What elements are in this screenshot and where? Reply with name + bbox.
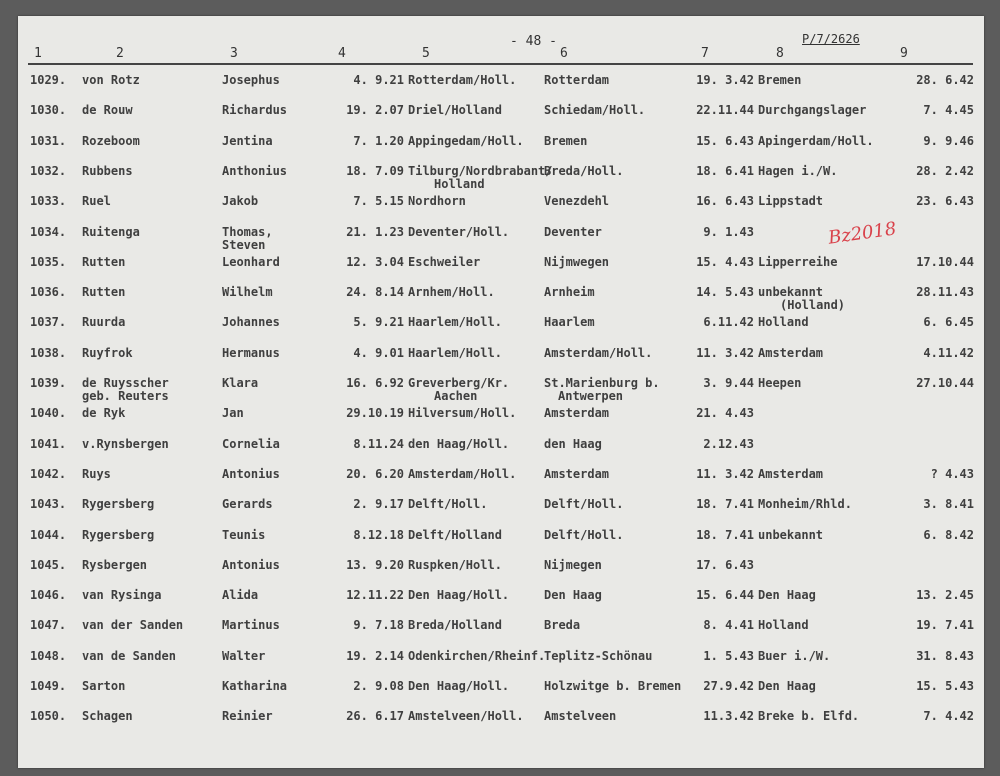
- table-row: [18, 165, 984, 195]
- departed-to: Bremen: [758, 73, 802, 87]
- given-name: Leonhard: [222, 254, 280, 269]
- column-number: 7: [701, 46, 709, 61]
- birth-date: 7. 1.20: [353, 133, 404, 148]
- surname: Rutten: [82, 285, 126, 300]
- surname: Ruitenga: [82, 224, 140, 239]
- arrived-from: Nijmwegen: [544, 254, 610, 269]
- surname: Rozeboom: [82, 133, 140, 148]
- birth-date: 5. 9.21: [353, 315, 404, 330]
- birth-date: 21. 1.23: [346, 224, 404, 239]
- departure-date: 13. 2.45: [916, 588, 974, 603]
- given-name: Antonius: [222, 466, 280, 481]
- entry-number: 1045.: [30, 557, 67, 572]
- given-name: Katharina: [222, 679, 288, 693]
- arrived-from: Amstelveen: [544, 709, 617, 724]
- column-number: 8: [776, 46, 784, 61]
- entry-number: 1048.: [30, 648, 67, 663]
- birth-place: Amsterdam/Holl.: [408, 466, 517, 481]
- arrival-date: 18. 7.41: [696, 497, 754, 512]
- birth-date: 18. 7.09: [346, 163, 404, 178]
- departed-to: unbekannt: [758, 527, 824, 542]
- surname: van de Sanden: [82, 648, 176, 663]
- given-name: Cornelia: [222, 436, 280, 451]
- arrival-date: 2.12.43: [703, 436, 754, 451]
- birth-date: 19. 2.07: [346, 103, 404, 118]
- birth-place: Den Haag/Holl.: [408, 679, 510, 693]
- birth-date: 8.12.18: [353, 527, 404, 542]
- birth-date: 2. 9.17: [353, 497, 404, 512]
- departed-to: Lippstadt: [758, 194, 824, 209]
- birth-date: 24. 8.14: [346, 285, 404, 300]
- arrival-date: 11. 3.42: [696, 466, 754, 481]
- entry-number: 1033.: [30, 194, 67, 209]
- departed-to: Buer i./W.: [758, 648, 831, 663]
- table-row: [18, 347, 984, 377]
- arrival-date: 14. 5.43: [696, 285, 754, 300]
- birth-place: Arnhem/Holl.: [408, 285, 495, 300]
- birth-place: Amstelveen/Holl.: [408, 709, 524, 724]
- arrived-from: Breda: [544, 618, 581, 633]
- surname: Rutten: [82, 254, 126, 269]
- table-row: [18, 226, 984, 256]
- birth-date: 26. 6.17: [346, 709, 404, 724]
- entry-number: 1038.: [30, 345, 67, 360]
- table-row: [18, 650, 984, 680]
- document-page: [18, 16, 984, 768]
- given-name: Walter: [222, 648, 266, 663]
- table-row: [18, 619, 984, 649]
- arrived-from: Arnheim: [544, 285, 595, 300]
- birth-date: 8.11.24: [353, 436, 404, 451]
- arrival-date: 15. 4.43: [696, 254, 754, 269]
- departed-to: Heepen: [758, 376, 802, 390]
- departure-date: 19. 7.41: [916, 618, 974, 633]
- birth-place: Odenkirchen/Rheinf.: [408, 648, 546, 663]
- column-number: 2: [116, 46, 124, 61]
- surname: v.Rynsbergen: [82, 436, 169, 451]
- entry-number: 1034.: [30, 224, 67, 239]
- arrival-date: 27.9.42: [703, 679, 754, 693]
- arrival-date: 16. 6.43: [696, 194, 754, 209]
- birth-place: Haarlem/Holl.: [408, 345, 502, 360]
- entry-number: 1031.: [30, 133, 67, 148]
- table-row: [18, 498, 984, 528]
- arrival-date: 21. 4.43: [696, 406, 754, 421]
- departure-date: 9. 9.46: [923, 133, 974, 148]
- entry-number: 1040.: [30, 406, 67, 421]
- given-name: Gerards: [222, 497, 273, 512]
- departed-to-continued: (Holland): [780, 298, 846, 313]
- given-name: Jan: [222, 406, 244, 421]
- surname: Schagen: [82, 709, 133, 724]
- column-number: 4: [338, 46, 346, 61]
- table-row: [18, 559, 984, 589]
- birth-date: 9. 7.18: [353, 618, 404, 633]
- table-row: [18, 710, 984, 740]
- birth-place: Breda/Holland: [408, 618, 502, 633]
- table-row: [18, 256, 984, 286]
- departure-date: 6. 8.42: [923, 527, 974, 542]
- table-row: [18, 316, 984, 346]
- table-row: [18, 377, 984, 407]
- column-number: 1: [34, 46, 42, 61]
- departed-to: Durchgangslager: [758, 103, 867, 118]
- arrived-from: Amsterdam: [544, 466, 610, 481]
- given-name: Hermanus: [222, 345, 280, 360]
- table-row: [18, 438, 984, 468]
- reference-number: P/7/2626: [802, 32, 860, 46]
- arrived-from: Delft/Holl.: [544, 497, 624, 512]
- given-name: Reinier: [222, 709, 273, 724]
- given-name: Anthonius: [222, 163, 288, 178]
- arrived-from: Bremen: [544, 133, 588, 148]
- red-handwritten-note: Bz2018: [826, 218, 898, 249]
- arrival-date: 11. 3.42: [696, 345, 754, 360]
- table-row: [18, 407, 984, 437]
- arrived-from: Delft/Holl.: [544, 527, 624, 542]
- table-row: [18, 195, 984, 225]
- entry-number: 1044.: [30, 527, 67, 542]
- surname: Rubbens: [82, 163, 133, 178]
- birth-date: 12.11.22: [346, 588, 404, 603]
- arrival-date: 6.11.42: [703, 315, 754, 330]
- entry-number: 1032.: [30, 163, 67, 178]
- birth-place: Ruspken/Holl.: [408, 557, 502, 572]
- given-name: Wilhelm: [222, 285, 273, 300]
- birth-place: den Haag/Holl.: [408, 436, 510, 451]
- departed-to: Amsterdam: [758, 345, 824, 360]
- departure-date: 27.10.44: [916, 376, 974, 390]
- entry-number: 1050.: [30, 709, 67, 724]
- entry-number: 1047.: [30, 618, 67, 633]
- surname: Sarton: [82, 679, 126, 693]
- departed-to: Amsterdam: [758, 466, 824, 481]
- departed-to: Den Haag: [758, 588, 816, 603]
- departed-to: Monheim/Rhld.: [758, 497, 852, 512]
- departure-date: 7. 4.42: [923, 709, 974, 724]
- table-row: [18, 135, 984, 165]
- birth-place: Hilversum/Holl.: [408, 406, 517, 421]
- surname: de Ryk: [82, 406, 126, 421]
- given-name: Alida: [222, 588, 259, 603]
- table-row: [18, 74, 984, 104]
- arrival-date: 22.11.44: [696, 103, 754, 118]
- departure-date: 28. 2.42: [916, 163, 974, 178]
- departure-date: 31. 8.43: [916, 648, 974, 663]
- arrived-from: Teplitz-Schönau: [544, 648, 653, 663]
- birth-date: 16. 6.92: [346, 376, 404, 390]
- birth-place: Driel/Holland: [408, 103, 502, 118]
- column-number: 5: [422, 46, 430, 61]
- birth-place: Nordhorn: [408, 194, 466, 209]
- departure-date: 23. 6.43: [916, 194, 974, 209]
- table-row: [18, 529, 984, 559]
- arrival-date: 17. 6.43: [696, 557, 754, 572]
- arrived-from: St.Marienburg b.: [544, 376, 660, 390]
- birth-place: Haarlem/Holl.: [408, 315, 502, 330]
- given-name: Johannes: [222, 315, 280, 330]
- surname: Ruel: [82, 194, 111, 209]
- entry-number: 1042.: [30, 466, 67, 481]
- birth-place: Tilburg/Nordbrabant/: [408, 163, 553, 178]
- departure-date: 6. 6.45: [923, 315, 974, 330]
- entry-number: 1041.: [30, 436, 67, 451]
- departed-to: Lipperreihe: [758, 254, 838, 269]
- surname: de Rouw: [82, 103, 133, 118]
- departed-to: Apingerdam/Holl.: [758, 133, 874, 148]
- arrival-date: 8. 4.41: [703, 618, 754, 633]
- arrived-from: Nijmegen: [544, 557, 602, 572]
- birth-date: 4. 9.01: [353, 345, 404, 360]
- arrived-from-continued: Antwerpen: [558, 389, 624, 403]
- arrived-from: Haarlem: [544, 315, 595, 330]
- departure-date: 28. 6.42: [916, 73, 974, 87]
- given-name: Thomas,: [222, 224, 273, 239]
- departure-date: 4.11.42: [923, 345, 974, 360]
- surname: Ruys: [82, 466, 111, 481]
- birth-place: Rotterdam/Holl.: [408, 73, 517, 87]
- surname: Rysbergen: [82, 557, 148, 572]
- departure-date: 3. 8.41: [923, 497, 974, 512]
- entry-number: 1029.: [30, 73, 67, 87]
- departed-to: Hagen i./W.: [758, 163, 838, 178]
- arrived-from: Amsterdam: [544, 406, 610, 421]
- given-name: Klara: [222, 376, 259, 390]
- surname: van der Sanden: [82, 618, 184, 633]
- departed-to: Breke b. Elfd.: [758, 709, 860, 724]
- header-rule: [28, 63, 973, 65]
- table-row: [18, 589, 984, 619]
- given-name: Richardus: [222, 103, 288, 118]
- birth-place: Deventer/Holl.: [408, 224, 510, 239]
- departure-date: 7. 4.45: [923, 103, 974, 118]
- departed-to: Holland: [758, 618, 809, 633]
- column-number: 3: [230, 46, 238, 61]
- arrived-from: Schiedam/Holl.: [544, 103, 646, 118]
- given-name: Jakob: [222, 194, 259, 209]
- arrived-from: Deventer: [544, 224, 602, 239]
- arrival-date: 1. 5.43: [703, 648, 754, 663]
- arrived-from: den Haag: [544, 436, 602, 451]
- entry-number: 1043.: [30, 497, 67, 512]
- table-row: [18, 286, 984, 316]
- page-number: - 48 -: [510, 34, 557, 49]
- arrival-date: 11.3.42: [703, 709, 754, 724]
- birth-date: 2. 9.08: [353, 679, 404, 693]
- departure-date: 17.10.44: [916, 254, 974, 269]
- arrived-from: Holzwitge b. Bremen: [544, 679, 682, 693]
- entry-number: 1035.: [30, 254, 67, 269]
- surname: van Rysinga: [82, 588, 162, 603]
- arrival-date: 15. 6.44: [696, 588, 754, 603]
- birth-place: Appingedam/Holl.: [408, 133, 524, 148]
- birth-place-continued: Holland: [434, 176, 485, 191]
- surname-continued: geb. Reuters: [82, 389, 169, 403]
- birth-date: 12. 3.04: [346, 254, 404, 269]
- arrived-from: Den Haag: [544, 588, 602, 603]
- arrival-date: 18. 7.41: [696, 527, 754, 542]
- birth-place-continued: Aachen: [434, 389, 478, 403]
- departed-to: Holland: [758, 315, 809, 330]
- birth-place: Eschweiler: [408, 254, 481, 269]
- column-number: 6: [560, 46, 568, 61]
- birth-place: Greverberg/Kr.: [408, 376, 510, 390]
- surname: Rygersberg: [82, 497, 155, 512]
- birth-date: 13. 9.20: [346, 557, 404, 572]
- departed-to: Den Haag: [758, 679, 816, 693]
- table-row: [18, 104, 984, 134]
- entry-number: 1036.: [30, 285, 67, 300]
- arrival-date: 19. 3.42: [696, 73, 754, 87]
- entry-number: 1039.: [30, 376, 67, 390]
- departed-to: unbekannt: [758, 285, 824, 300]
- entry-number: 1046.: [30, 588, 67, 603]
- birth-date: 20. 6.20: [346, 466, 404, 481]
- arrived-from: Amsterdam/Holl.: [544, 345, 653, 360]
- arrival-date: 15. 6.43: [696, 133, 754, 148]
- arrival-date: 9. 1.43: [703, 224, 754, 239]
- given-name: Teunis: [222, 527, 266, 542]
- given-name: Josephus: [222, 73, 280, 87]
- entry-number: 1037.: [30, 315, 67, 330]
- birth-date: 29.10.19: [346, 406, 404, 421]
- entry-number: 1049.: [30, 679, 67, 693]
- surname: Rygersberg: [82, 527, 155, 542]
- arrival-date: 18. 6.41: [696, 163, 754, 178]
- column-number: 9: [900, 46, 908, 61]
- arrived-from: Rotterdam: [544, 73, 610, 87]
- table-row: [18, 680, 984, 710]
- birth-date: 7. 5.15: [353, 194, 404, 209]
- given-name-continued: Steven: [222, 237, 266, 252]
- arrived-from: Breda/Holl.: [544, 163, 624, 178]
- table-row: [18, 468, 984, 498]
- surname: de Ruysscher: [82, 376, 169, 390]
- given-name: Jentina: [222, 133, 273, 148]
- surname: Ruurda: [82, 315, 126, 330]
- departure-date: 28.11.43: [916, 285, 974, 300]
- arrived-from: Venezdehl: [544, 194, 610, 209]
- birth-place: Den Haag/Holl.: [408, 588, 510, 603]
- given-name: Martinus: [222, 618, 280, 633]
- surname: von Rotz: [82, 73, 140, 87]
- departure-date: 15. 5.43: [916, 679, 974, 693]
- birth-date: 19. 2.14: [346, 648, 404, 663]
- birth-place: Delft/Holland: [408, 527, 502, 542]
- birth-place: Delft/Holl.: [408, 497, 488, 512]
- birth-date: 4. 9.21: [353, 73, 404, 87]
- given-name: Antonius: [222, 557, 280, 572]
- entry-number: 1030.: [30, 103, 67, 118]
- arrival-date: 3. 9.44: [703, 376, 754, 390]
- surname: Ruyfrok: [82, 345, 133, 360]
- departure-date: ? 4.43: [930, 466, 974, 481]
